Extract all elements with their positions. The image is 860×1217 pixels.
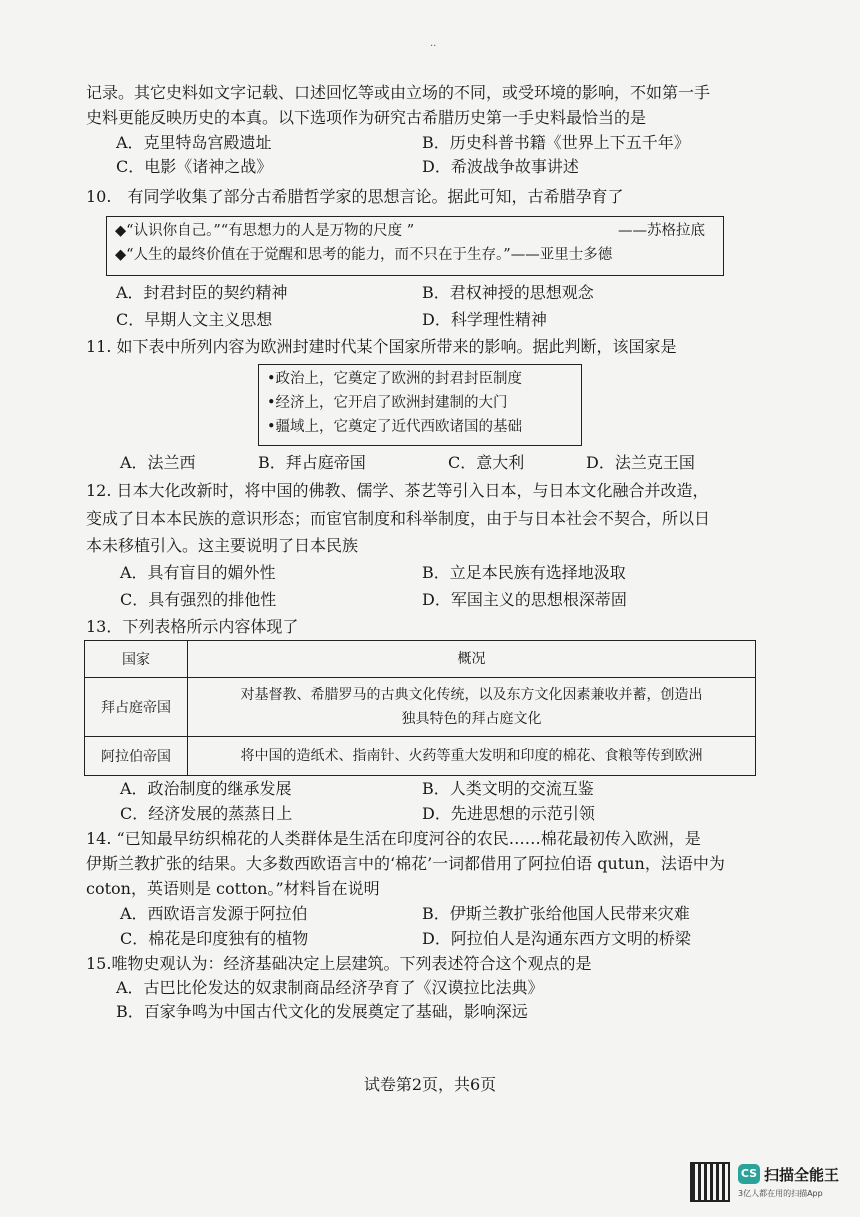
q11-item-3: •疆域上，它奠定了近代西欧诸国的基础 (267, 419, 523, 435)
q9-option-a: A．克里特岛宫殿遗址 (116, 133, 272, 152)
q14-option-b: B．伊斯兰教扩张给他国人民带来灾难 (422, 904, 690, 923)
table-row (85, 737, 756, 776)
q13-table (84, 640, 756, 776)
q13-option-d: D．先进思想的示范引领 (422, 804, 595, 823)
q12-line-1: 12. 日本大化改新时，将中国的佛教、儒学、茶艺等引入日本，与日本文化融合并改造， (86, 481, 709, 500)
q12-option-c: C．具有强烈的排他性 (120, 590, 277, 609)
q10-quote-2: ◆“人生的最终价值在于觉醒和思考的能力，而不只在于生存。”——亚里士多德 (115, 247, 613, 263)
q11-option-a: A．法兰西 (120, 453, 196, 472)
q10-quote-box (106, 216, 724, 276)
cs-logo-icon: CS (738, 1164, 760, 1184)
q12-option-b: B．立足本民族有选择地汲取 (422, 563, 626, 582)
q13-row1-text (188, 678, 756, 737)
q11-info-box (258, 364, 582, 446)
q14-option-d: D．阿拉伯人是沟通东西方文明的桥梁 (422, 929, 691, 948)
q12-option-d: D．军国主义的思想根深蒂固 (422, 590, 627, 609)
q15-option-b: B．百家争鸣为中国古代文化的发展奠定了基础，影响深远 (116, 1002, 528, 1021)
q10-option-b: B．君权神授的思想观念 (422, 283, 594, 302)
intro-line-2: 史料更能反映历史的本真。以下选项作为研究古希腊历史第一手史料最恰当的是 (86, 108, 647, 127)
q13-row2-country: 阿拉伯帝国 (85, 737, 188, 776)
q9-option-b: B．历史科普书籍《世界上下五千年》 (422, 133, 690, 152)
q12-line-2: 变成了日本本民族的意识形态；而宦官制度和科举制度，由于与日本社会不契合，所以日 (86, 509, 711, 528)
q10-quote-1-text: ◆“认识你自己。”“有思想力的人是万物的尺度 ” (115, 223, 415, 239)
q11-option-d: D．法兰克王国 (586, 453, 695, 472)
table-row (85, 678, 756, 737)
q14-line-1: 14. “已知最早纺织棉花的人类群体是生活在印度河谷的农民……棉花最初传入欧洲，是 (86, 829, 701, 848)
scanner-brand-name: 扫描全能王 (764, 1166, 840, 1184)
q13-stem: 13．下列表格所示内容体现了 (86, 617, 299, 636)
q9-option-c: C．电影《诸神之战》 (116, 157, 273, 176)
q13-option-b: B．人类文明的交流互鉴 (422, 779, 594, 798)
q14-option-c: C．棉花是印度独有的植物 (120, 929, 309, 948)
q12-line-3: 本未移植引入。这主要说明了日本民族 (86, 536, 359, 555)
q11-option-c: C．意大利 (448, 453, 525, 472)
q13-row2-text: 将中国的造纸术、指南针、火药等重大发明和印度的棉花、食粮等传到欧洲 (188, 737, 756, 776)
q11-option-b: B．拜占庭帝国 (258, 453, 366, 472)
q10-stem: 10. 有同学收集了部分古希腊哲学家的思想言论。据此可知，古希腊孕育了 (86, 187, 624, 206)
q10-option-c: C．早期人文主义思想 (116, 310, 273, 329)
q14-option-a: A．西欧语言发源于阿拉伯 (120, 904, 308, 923)
q13-option-c: C．经济发展的蒸蒸日上 (120, 804, 293, 823)
q10-option-d: D．科学理性精神 (422, 310, 547, 329)
q15-stem: 15.唯物史观认为：经济基础决定上层建筑。下列表述符合这个观点的是 (86, 954, 592, 973)
intro-line-1: 记录。其它史料如文字记载、口述回忆等或由立场的不同，或受环境的影响，不如第一手 (86, 83, 711, 102)
qr-code-icon (690, 1162, 730, 1202)
q13-table-header-row (85, 641, 756, 678)
q12-option-a: A．具有盲目的媚外性 (120, 563, 276, 582)
q10-quote-1 (115, 219, 715, 243)
q14-line-2: 伊斯兰教扩张的结果。大多数西欧语言中的‘棉花’一词都借用了阿拉伯语 qutun，法语中为 (86, 854, 725, 873)
q13-col-overview: 概况 (188, 641, 756, 678)
q10-quote-1-author: ——苏格拉底 (618, 223, 705, 239)
q11-item-2: •经济上，它开启了欧洲封建制的大门 (267, 395, 508, 411)
q13-row1-country: 拜占庭帝国 (85, 678, 188, 737)
q13-row1-text-a: 对基督教、希腊罗马的古典文化传统，以及东方文化因素兼收并蓄，创造出 (240, 687, 703, 703)
header-mark: .. (430, 38, 437, 49)
q11-stem: 11. 如下表中所列内容为欧洲封建时代某个国家所带来的影响。据此判断，该国家是 (86, 337, 677, 356)
q10-option-a: A．封君封臣的契约精神 (116, 283, 288, 302)
page-footer: 试卷第2页，共6页 (363, 1075, 497, 1094)
scanner-watermark (690, 1162, 840, 1202)
q11-item-1: •政治上，它奠定了欧洲的封君封臣制度 (267, 371, 523, 387)
q9-option-d: D．希波战争故事讲述 (422, 157, 579, 176)
q13-option-a: A．政治制度的继承发展 (120, 779, 292, 798)
q13-row1-text-b: 独具特色的拜占庭文化 (401, 711, 542, 727)
q13-col-country: 国家 (85, 641, 188, 678)
q15-option-a: A．古巴比伦发达的奴隶制商品经济孕育了《汉谟拉比法典》 (116, 978, 544, 997)
q14-line-3: coton，英语则是 cotton。”材料旨在说明 (86, 879, 380, 898)
scanner-tagline: 3亿人都在用的扫描App (738, 1189, 823, 1198)
